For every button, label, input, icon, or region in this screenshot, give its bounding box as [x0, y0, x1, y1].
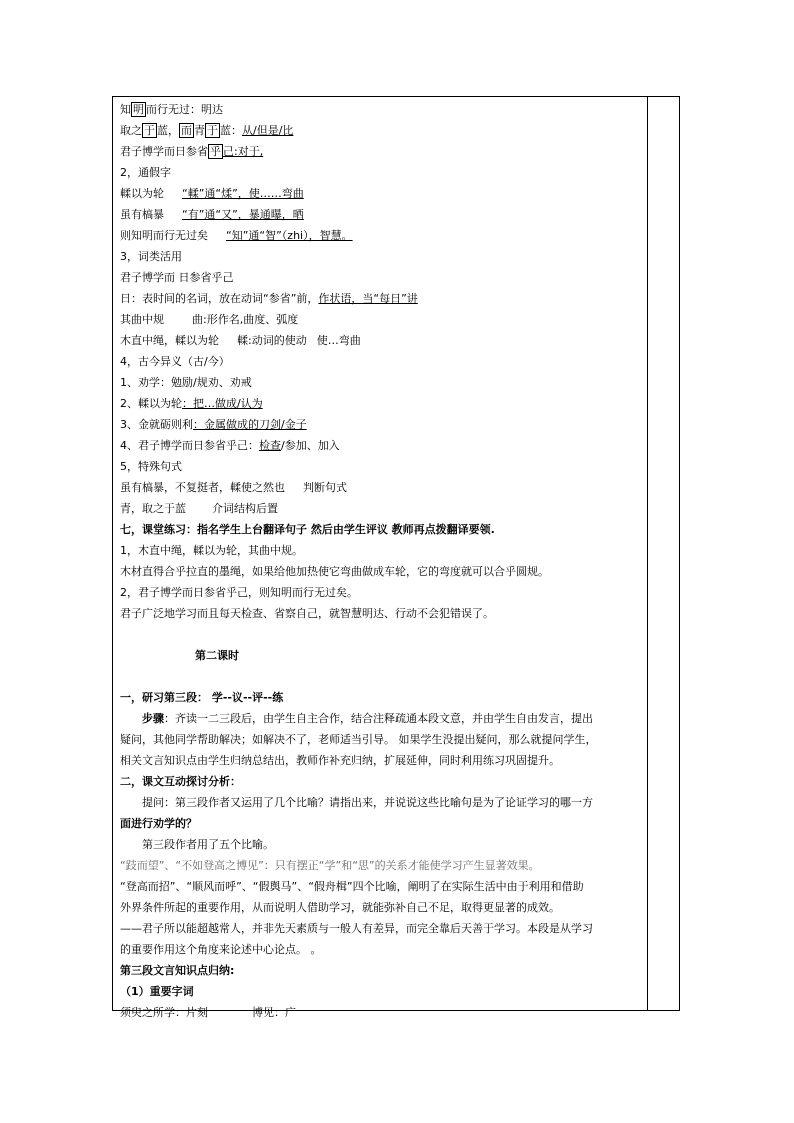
- text-line: 虽有槁暴，不复挺者，輮使之然也 判断句式: [120, 481, 347, 494]
- text-line: 第三段作者用了五个比喻。: [142, 838, 274, 851]
- text-line: 4，古今异义（古/今）: [120, 355, 230, 368]
- text-line: 相关文言知识点由学生归纳总结出，教师作补充归纳，扩展延伸，同时利用练习巩固提升。: [120, 754, 560, 767]
- text-line: 2，通假字: [120, 166, 171, 179]
- text-line: 3，词类活用: [120, 250, 182, 263]
- text-line: 虽有槁暴 “有”通“又”，暴通曝，晒: [120, 208, 304, 221]
- text-line: 疑问，其他同学帮助解决；如解决不了，老师适当引导。 如果学生没提出疑问，那么就提问学生，: [120, 733, 597, 746]
- text-line: 1、劝学：勉励/规劝、劝戒: [120, 376, 252, 389]
- text-line: 2，君子博学而日参省乎己，则知明而行无过矣。: [120, 586, 358, 599]
- text-line: 提问：第三段作者又运用了几个比喻？请指出来，并说说这些比喻句是为了论证学习的哪一方: [142, 796, 593, 809]
- text-line: “登高而招”、“顺风而呼”、“假舆马”、“假舟楫”四个比喻，阐明了在实际生活中由于利用和借助: [120, 880, 584, 893]
- text-line: 其曲中规 曲:形作名,曲度、弧度: [120, 313, 299, 326]
- text-line: 须臾之所学：片刻 博见：广: [120, 1006, 296, 1019]
- text-line: 君子博学而日参省 乎 己:对于,: [120, 145, 264, 158]
- text-line: 君子博学而 日参省乎己: [120, 271, 234, 284]
- text-line: 2、輮以为轮：把…做成/认为: [120, 397, 263, 410]
- lesson-title: 第二课时: [195, 649, 239, 662]
- text-line: 则知明而行无过矣 “知”通“智”（zhi），智慧。: [120, 229, 353, 242]
- text-line: 木材直得合乎拉直的墨绳，如果给他加热使它弯曲做成车轮，它的弯度就可以合乎圆规。: [120, 565, 549, 578]
- text-line: 面进行劝学的？: [120, 817, 197, 830]
- section-heading: （1）重要字词: [120, 985, 194, 998]
- text-line: 步骤：齐读一二三段后，由学生自主合作，结合注释疏通本段文意，并由学生自由发言，提出: [142, 712, 593, 725]
- section-heading: 一，研习第三段： 学--议--评--练: [120, 691, 284, 704]
- content-cell: [120, 99, 644, 1023]
- section-heading: 第三段文言知识点归纳:: [120, 964, 235, 977]
- text-line: 青，取之于蓝 介词结构后置: [120, 502, 278, 515]
- text-line: “跂而望”、“不如登高之博见”：只有摆正“学”和“思”的关系才能使学习产生显著效果。: [120, 859, 540, 872]
- text-line: 3、金就砺则利：金属做成的刀剑/金子: [120, 418, 307, 431]
- text-line: 知 明 而行无过：明达: [120, 103, 223, 116]
- text-line: 君子广泛地学习而且每天检查、省察自己，就智慧明达、行动不会犯错误了。: [120, 607, 494, 620]
- text-line: 1，木直中绳，輮以为轮，其曲中规。: [120, 544, 303, 557]
- text-line: 取之 于 蓝， 而 青 于 蓝：从/但是/比: [120, 124, 294, 137]
- text-line: 木直中绳，輮以为轮 輮:动词的使动 使…弯曲: [120, 334, 361, 347]
- section-heading: 七，课堂练习：指名学生上台翻译句子 然后由学生评议 教师再点拨翻译要领.: [120, 523, 495, 536]
- spacer: [120, 666, 644, 687]
- text-line: 4、君子博学而日参省乎己：检查/参加、加入: [120, 439, 340, 452]
- spacer: [120, 624, 644, 645]
- text-line: 的重要作用这个角度来论述中心论点。 。: [120, 943, 322, 956]
- column-divider: [647, 97, 648, 1010]
- text-line: ——君子所以能超越常人，并非先天素质与一般人有差异，而完全靠后天善于学习。本段是从学习: [120, 922, 593, 935]
- text-line: 輮以为轮 “輮”通“煣”，使……弯曲: [120, 187, 304, 200]
- section-heading: 二，课文互动探讨分析：: [120, 775, 241, 788]
- text-line: 外界条件所起的重要作用，从而说明人借助学习，就能弥补自己不足，取得更显著的成效。: [120, 901, 560, 914]
- text-line: 日：表时间的名词，放在动词“参省”前，作状语，当“每日”讲: [120, 292, 418, 305]
- lesson-table: [112, 96, 680, 1019]
- text-line: 5，特殊句式: [120, 460, 182, 473]
